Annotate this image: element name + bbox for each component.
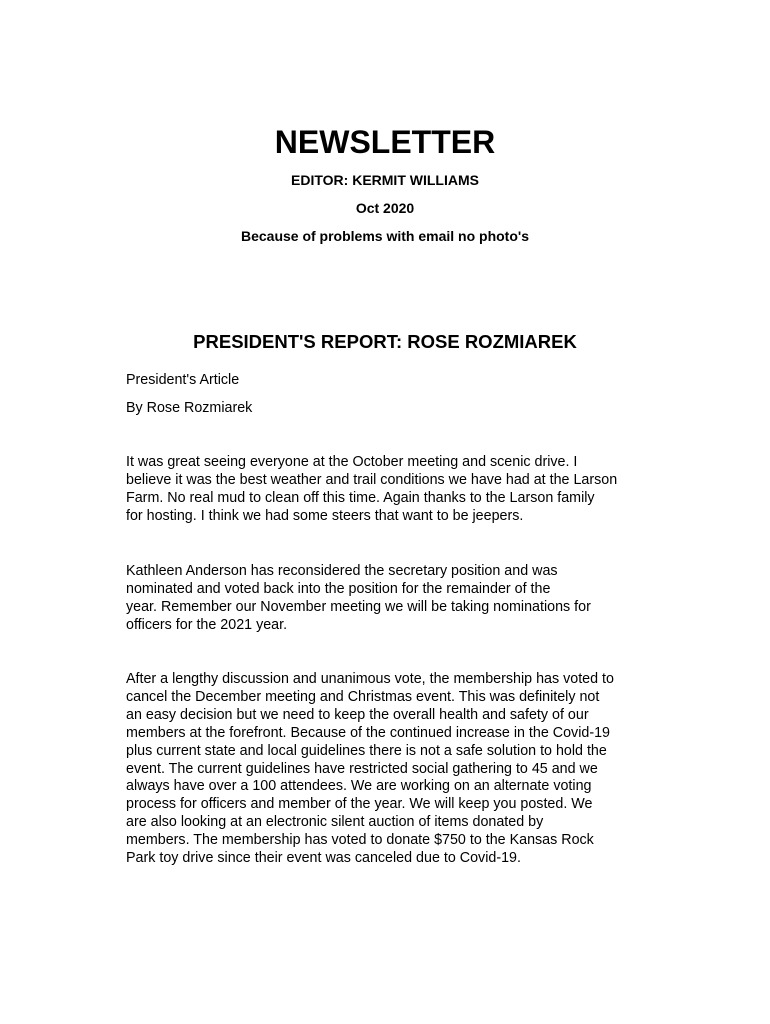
- paragraph-line: an easy decision but we need to keep the overall health and safety of our: [126, 706, 589, 723]
- paragraph-line: It was great seeing everyone at the October meeting and scenic drive. I: [126, 454, 578, 470]
- paragraph-line: Farm. No real mud to clean off this time. Again thanks to the Larson family: [126, 489, 595, 506]
- paragraph-line: nominated and voted back into the position for the remainder of the: [126, 580, 551, 597]
- issue-date: Oct 2020: [355, 200, 415, 216]
- paragraph-line: cancel the December meeting and Christmas event. This was definitely not: [126, 688, 600, 705]
- paragraph-line: process for officers and member of the year. We will keep you posted. We: [126, 796, 593, 813]
- paragraph-line: Kathleen Anderson has reconsidered the secretary position and was: [126, 563, 558, 579]
- paragraph-line: event. The current guidelines have restricted social gathering to 45 and we: [126, 760, 598, 777]
- editor-line: EDITOR: KERMIT WILLIAMS: [291, 172, 479, 188]
- paragraph-line: After a lengthy discussion and unanimous vote, the membership has voted to: [126, 671, 614, 687]
- article-paragraph-3: [126, 671, 656, 868]
- paragraph-line: believe it was the best weather and trail conditions we have had at the Larson: [126, 471, 618, 488]
- paragraph-line: members at the forefront. Because of the continued increase in the Covid-19: [126, 724, 610, 741]
- paragraph-line: for hosting. I think we had some steers that want to be jeepers.: [126, 507, 524, 524]
- article-label: President's Article: [126, 372, 240, 388]
- presidents-report-heading: PRESIDENT'S REPORT: ROSE ROZMIAREK: [193, 331, 577, 352]
- paragraph-line: Park toy drive since their event was canceled due to Covid-19.: [126, 850, 521, 867]
- article-paragraph-2: [126, 563, 656, 635]
- paragraph-line: year. Remember our November meeting we will be taking nominations for: [126, 598, 591, 615]
- article-paragraph-1: [126, 454, 656, 526]
- paragraph-line: members. The membership has voted to donate $750 to the Kansas Rock: [126, 832, 594, 849]
- article-byline: By Rose Rozmiarek: [126, 400, 253, 416]
- paragraph-line: officers for the 2021 year.: [126, 616, 288, 633]
- photo-notice: Because of problems with email no photo's: [240, 228, 530, 244]
- paragraph-line: plus current state and local guidelines there is not a safe solution to hold the: [126, 742, 607, 759]
- paragraph-line: always have over a 100 attendees. We are working on an alternate voting: [126, 778, 592, 795]
- paragraph-line: are also looking at an electronic silent auction of items donated by: [126, 814, 544, 831]
- newsletter-title: NEWSLETTER: [274, 124, 496, 160]
